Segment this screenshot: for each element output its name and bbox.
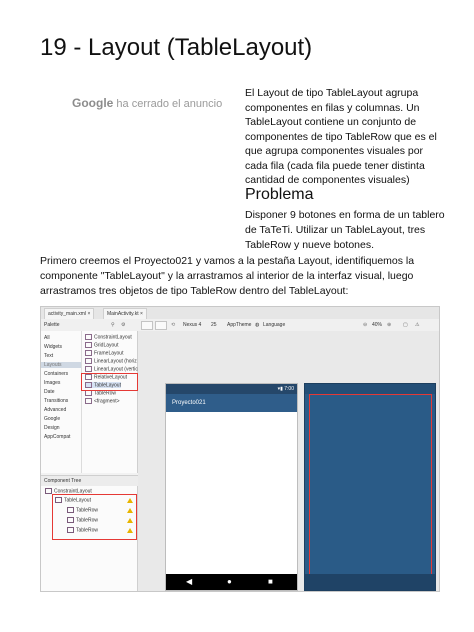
phone-preview	[165, 383, 298, 591]
app-bar-title: Proyecto021	[166, 394, 297, 412]
component-tree-header: Component Tree	[41, 476, 140, 486]
tablelayout-outline	[309, 394, 432, 576]
ad-brand: Google	[72, 96, 114, 110]
palette-categories	[41, 331, 82, 473]
category-item: Containers	[44, 371, 69, 377]
blueprint-nav-bar	[305, 574, 435, 590]
tab-activity-main: activity_main.xml ×	[44, 308, 94, 320]
ad-text: ha cerrado el anuncio	[116, 98, 223, 110]
layout-icon	[85, 342, 92, 348]
gear-icon: ⚙	[121, 322, 126, 328]
layout-icon	[45, 488, 52, 494]
zoom-level: 40%	[372, 322, 383, 328]
category-item: Design	[44, 425, 60, 431]
highlight-box	[52, 494, 137, 540]
palette-item: RelativeLayout	[85, 374, 127, 380]
problema-heading: Problema	[245, 186, 314, 203]
back-icon: ◀	[186, 577, 193, 586]
page-title: 19 - Layout (TableLayout)	[40, 34, 313, 61]
instructions-paragraph: Primero creemos el Proyecto021 y vamos a la pestaña Layout, identifiquemos la componente "TableLayout" y la arrastramos al interior de la interfaz visual, luego arrastramos tres objetos de tipo TableRow dentro del TableLayout:	[40, 255, 415, 297]
intro-paragraph: El Layout de tipo TableLayout agrupa componentes en filas y columnas. Un TableLayout contiene un conjunto de componentes de tipo TableRow que es el que agrupa componentes visuales por cada fila (cada fila puede tener distinta cantidad de componentes visuales)	[245, 87, 437, 186]
nav-bar	[166, 574, 297, 590]
palette-item-tablerow: TableRow	[85, 390, 116, 396]
layout-icon	[85, 350, 92, 356]
signal-icon: ▾▮	[277, 386, 285, 392]
theme-select: AppTheme	[227, 322, 252, 328]
search-icon: ⚲	[111, 322, 115, 328]
category-item: Date	[44, 389, 55, 395]
highlight-box	[81, 373, 138, 391]
category-item: Widgets	[44, 344, 63, 350]
status-bar	[166, 384, 297, 394]
layout-icon	[85, 366, 92, 372]
tree-node-tablerow: TableRow	[67, 507, 98, 513]
category-item: Transitions	[44, 398, 69, 404]
problema-text: Disponer 9 botones en forma de un tablero de TaTeTi. Utilizar un TableLayout, tres TableRow y nueve botones.	[245, 209, 445, 251]
android-studio-screenshot	[40, 306, 440, 592]
design-canvas	[138, 331, 439, 591]
device-select: Nexus 4	[183, 322, 202, 328]
zoom-out-icon: ⊖	[363, 322, 368, 328]
status-time: 7:00	[284, 386, 294, 392]
tree-node-tablerow: TableRow	[67, 527, 98, 533]
language-select: Language	[263, 322, 286, 328]
palette-item: ConstraintLayout	[85, 334, 132, 340]
home-icon: ●	[227, 577, 232, 586]
category-item: Advanced	[44, 407, 67, 413]
palette-item-tablelayout: TableLayout	[85, 382, 121, 388]
zoom-in-icon: ⊕	[387, 322, 392, 328]
category-item-selected: Layouts	[41, 362, 81, 368]
fragment-icon	[85, 398, 92, 404]
warning-icon: ⚠	[415, 322, 420, 328]
api-select: 25	[211, 322, 217, 328]
tree-node-tablerow: TableRow	[67, 517, 98, 523]
palette-panel	[41, 331, 138, 473]
blueprint-preview	[304, 383, 436, 591]
recent-apps-icon: ■	[268, 577, 273, 586]
tree-node-root: ConstraintLayout	[45, 488, 92, 494]
component-tree-panel	[41, 475, 138, 592]
palette-item: <fragment>	[85, 398, 120, 404]
blueprint-mode-icon	[155, 321, 167, 330]
design-mode-icon	[141, 321, 153, 330]
category-item: Google	[44, 416, 61, 422]
palette-item: LinearLayout (horiz	[85, 358, 137, 364]
palette-label: Palette	[44, 322, 60, 328]
category-item: All	[44, 335, 50, 341]
layout-icon	[85, 334, 92, 340]
category-item: Text	[44, 353, 54, 359]
globe-icon: ◍	[255, 322, 260, 328]
ad-closed-notice	[72, 96, 222, 110]
layout-icon	[85, 358, 92, 364]
palette-item: GridLayout	[85, 342, 118, 348]
category-item: Images	[44, 380, 61, 386]
blueprint-status-bar	[305, 384, 435, 394]
palette-item: LinearLayout (vertic	[85, 366, 138, 372]
palette-item: FrameLayout	[85, 350, 123, 356]
orientation-icon: ⟲	[171, 322, 176, 328]
category-item: AppCompat	[44, 434, 71, 440]
tree-node-tablelayout: TableLayout	[55, 497, 91, 503]
tab-main-activity: MainActivity.kt ×	[103, 308, 147, 320]
fit-screen-icon: ▢	[403, 322, 408, 328]
